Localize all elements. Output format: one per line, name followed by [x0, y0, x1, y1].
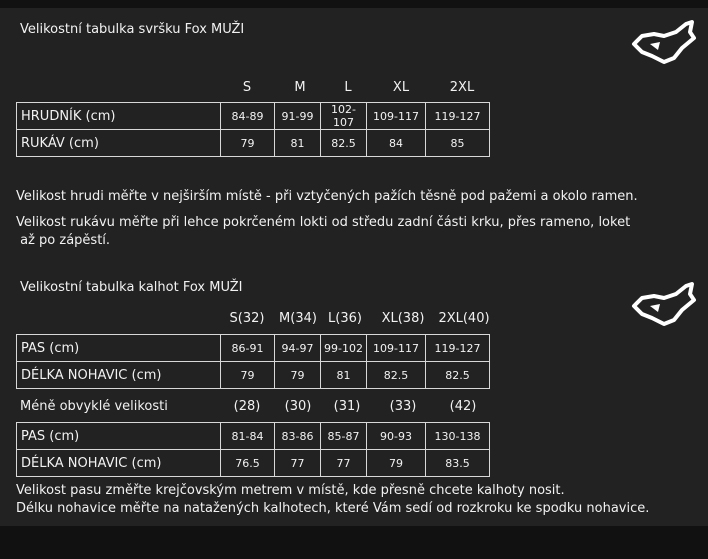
pants-size-table	[16, 334, 490, 389]
row-label-sleeve: RUKÁV (cm)	[17, 130, 221, 157]
size-header-2xl40: 2XL(40)	[438, 311, 490, 326]
size-header-xl: XL	[392, 80, 410, 95]
size-header-m: M	[294, 80, 306, 95]
sleeve-measure-note: Velikost rukávu měřte při lehce pokrčeném lokti od středu zadní části krku, přes rameno, loket	[16, 215, 631, 230]
row-label-chest: HRUDNÍK (cm)	[17, 103, 221, 130]
table-cell: 79	[221, 362, 275, 389]
pants-chart-title: Velikostní tabulka kalhot Fox MUŽI	[20, 280, 243, 295]
size-header-l36: L(36)	[328, 311, 362, 326]
size-header-s: S	[242, 80, 252, 95]
table-cell: 84	[367, 130, 426, 157]
table-cell: 77	[275, 450, 321, 477]
sleeve-measure-note-cont: až po zápěstí.	[16, 233, 111, 248]
table-cell: 81	[275, 130, 321, 157]
table-cell: 119-127	[426, 335, 490, 362]
table-cell: 99-102	[321, 335, 367, 362]
table-cell: 82.5	[367, 362, 426, 389]
size-header-28: (28)	[233, 399, 261, 414]
table-cell: 77	[321, 450, 367, 477]
table-row	[17, 130, 490, 157]
size-header-42: (42)	[449, 399, 477, 414]
size-header-31: (31)	[333, 399, 361, 414]
size-header-l: L	[344, 80, 352, 95]
table-cell: 90-93	[367, 423, 426, 450]
size-header-30: (30)	[284, 399, 312, 414]
pants-less-common-table	[16, 422, 490, 477]
size-header-2xl: 2XL	[449, 80, 475, 95]
row-label-leg-length: DÉLKA NOHAVIC (cm)	[17, 362, 221, 389]
row-label-waist: PAS (cm)	[17, 423, 221, 450]
table-row	[17, 103, 490, 130]
table-row	[17, 362, 490, 389]
table-cell: 91-99	[275, 103, 321, 130]
row-label-leg-length: DÉLKA NOHAVIC (cm)	[17, 450, 221, 477]
table-cell: 79	[275, 362, 321, 389]
table-cell: 86-91	[221, 335, 275, 362]
table-row	[17, 450, 490, 477]
size-header-m34: M(34)	[279, 311, 317, 326]
table-cell: 109-117	[367, 335, 426, 362]
table-cell: 130-138	[426, 423, 490, 450]
table-row	[17, 335, 490, 362]
bottom-band	[0, 526, 708, 559]
table-cell: 81-84	[221, 423, 275, 450]
less-common-sizes-label: Méně obvyklé velikosti	[20, 399, 168, 414]
top-band	[0, 0, 708, 8]
leg-length-measure-note: Délku nohavice měřte na natažených kalhotech, které Vám sedí od rozkroku ke spodku nohavice.	[16, 501, 650, 516]
table-cell: 84-89	[221, 103, 275, 130]
table-cell: 83-86	[275, 423, 321, 450]
size-header-xl38: XL(38)	[381, 311, 425, 326]
row-label-waist: PAS (cm)	[17, 335, 221, 362]
table-cell: 82.5	[321, 130, 367, 157]
table-cell: 83.5	[426, 450, 490, 477]
table-cell: 81	[321, 362, 367, 389]
waist-measure-note: Velikost pasu změřte krejčovským metrem v místě, kde přesně chcete kalhoty nosit.	[16, 483, 565, 498]
size-header-s32: S(32)	[229, 311, 265, 326]
table-cell: 85-87	[321, 423, 367, 450]
table-cell: 94-97	[275, 335, 321, 362]
top-chart-title: Velikostní tabulka svršku Fox MUŽI	[20, 22, 245, 37]
table-cell: 109-117	[367, 103, 426, 130]
chest-measure-note: Velikost hrudi měřte v nejširším místě - při vztyčených pažích těsně pod pažemi a okolo ramen.	[16, 189, 638, 204]
table-cell: 119-127	[426, 103, 490, 130]
table-cell: 82.5	[426, 362, 490, 389]
table-cell: 85	[426, 130, 490, 157]
table-cell: 79	[367, 450, 426, 477]
fox-head-logo-icon	[630, 18, 698, 66]
table-row	[17, 423, 490, 450]
size-header-33: (33)	[389, 399, 417, 414]
table-cell: 76.5	[221, 450, 275, 477]
table-cell: 79	[221, 130, 275, 157]
fox-head-logo-icon	[630, 280, 698, 328]
table-cell: 102-107	[321, 103, 367, 130]
shirt-size-table	[16, 102, 490, 157]
